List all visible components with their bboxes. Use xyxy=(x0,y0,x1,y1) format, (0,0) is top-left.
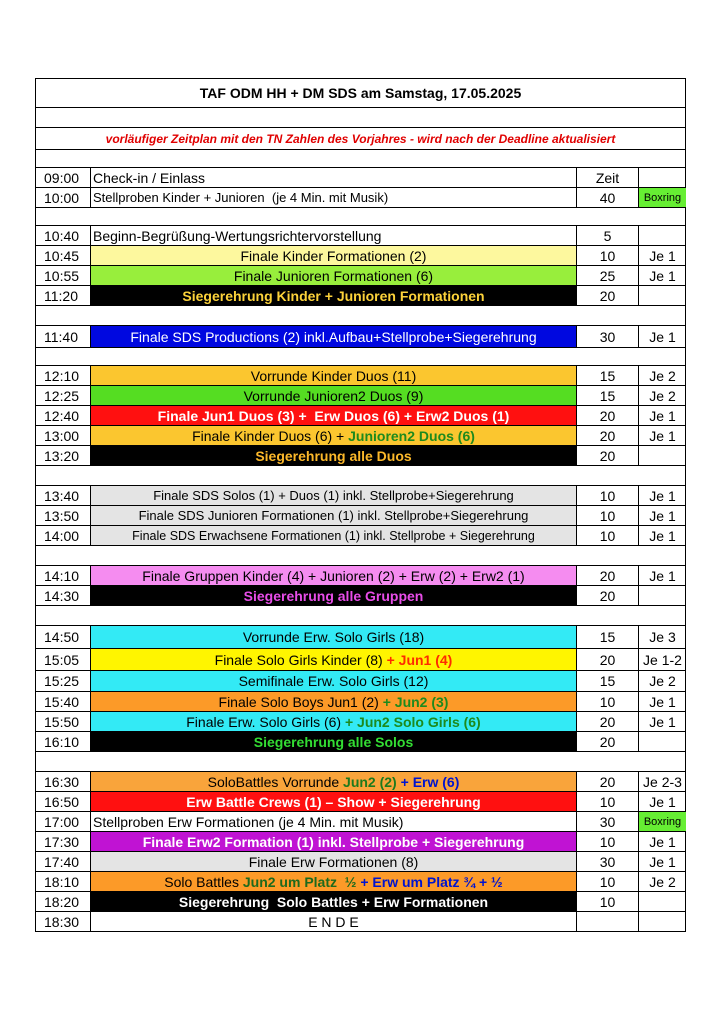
table-row xyxy=(35,912,686,932)
table-row xyxy=(35,649,686,671)
event-cell xyxy=(91,426,577,445)
time-cell: 16:10 xyxy=(36,732,91,751)
note-cell xyxy=(639,586,686,605)
duration-cell: 20 xyxy=(577,406,639,425)
time-cell: 18:30 xyxy=(36,912,91,931)
title-row xyxy=(35,78,686,108)
duration-cell: 10 xyxy=(577,892,639,911)
event-cell xyxy=(91,446,577,465)
duration-cell: 20 xyxy=(577,446,639,465)
duration-cell: 20 xyxy=(577,586,639,605)
table-row xyxy=(35,188,686,208)
note-cell xyxy=(639,912,686,931)
table-row xyxy=(35,692,686,712)
event-cell xyxy=(91,486,577,505)
note-cell xyxy=(639,446,686,465)
note-cell: Je 1 xyxy=(649,833,676,850)
spacer-row xyxy=(35,348,686,366)
table-row xyxy=(35,566,686,586)
event-cell xyxy=(91,792,577,811)
duration-cell: 10 xyxy=(577,526,639,545)
event-text: Solo Battles xyxy=(164,873,243,890)
event-text: Jun2 (2) xyxy=(343,773,397,790)
time-cell: 14:30 xyxy=(36,586,91,605)
time-cell: 14:00 xyxy=(36,526,91,545)
event-cell xyxy=(91,772,577,791)
event-text: Beginn-Begrüßung-Wertungsrichtervorstellung xyxy=(93,227,382,244)
note-cell: Je 2 xyxy=(649,873,676,890)
duration-cell: 30 xyxy=(577,326,639,347)
time-cell: 10:45 xyxy=(36,246,91,265)
table-row xyxy=(35,366,686,386)
page-title: TAF ODM HH + DM SDS am Samstag, 17.05.2025 xyxy=(199,85,522,101)
event-text: Semifinale Erw. Solo Girls (12) xyxy=(238,673,429,689)
header-row xyxy=(35,168,686,188)
spacer-row xyxy=(35,606,686,626)
schedule-note: vorläufiger Zeitplan mit den TN Zahlen des Vorjahres - wird nach der Deadline aktualisiert xyxy=(105,131,616,146)
event-cell xyxy=(91,671,577,691)
time-cell: 17:00 xyxy=(36,812,91,831)
time-cell: 12:40 xyxy=(36,406,91,425)
duration-cell: 20 xyxy=(577,566,639,585)
note-cell: Je 1 xyxy=(649,427,676,444)
duration-cell: 40 xyxy=(577,188,639,207)
table-row xyxy=(35,446,686,466)
duration-cell: 15 xyxy=(577,626,639,648)
event-cell xyxy=(91,226,577,245)
table-row xyxy=(35,626,686,649)
note-cell xyxy=(639,286,686,305)
note-cell: Je 1 xyxy=(649,713,676,730)
duration-cell: 10 xyxy=(577,692,639,711)
event-cell: Check-in / Einlass xyxy=(91,168,577,187)
time-cell: 11:40 xyxy=(36,326,91,347)
note-cell: Je 1 xyxy=(649,567,676,584)
time-cell: 15:05 xyxy=(36,649,91,670)
table-row xyxy=(35,406,686,426)
event-text: Vorrunde Kinder Duos (11) xyxy=(250,367,417,384)
note-cell: Je 1 xyxy=(649,328,676,345)
event-cell xyxy=(91,852,577,871)
table-row xyxy=(35,792,686,812)
event-text: SoloBattles Vorrunde xyxy=(207,773,344,790)
duration-cell: 20 xyxy=(577,732,639,751)
time-cell: 13:20 xyxy=(36,446,91,465)
duration-cell: 20 xyxy=(577,286,639,305)
event-cell xyxy=(91,812,577,831)
table-row xyxy=(35,586,686,606)
event-text: + xyxy=(396,773,413,790)
event-cell xyxy=(91,732,577,751)
event-cell xyxy=(91,326,577,347)
time-cell: 15:25 xyxy=(36,671,91,691)
table-row xyxy=(35,386,686,406)
note-cell: Je 1 xyxy=(649,407,676,424)
event-text: Finale Gruppen Kinder (4) + Junioren (2) + Erw (2) + Erw2 (1) xyxy=(142,567,525,584)
time-cell: 14:10 xyxy=(36,566,91,585)
event-text: Finale Erw2 Formation (1) inkl. Stellprobe + Siegerehrung xyxy=(142,833,525,850)
time-cell: 15:40 xyxy=(36,692,91,711)
time-cell: 14:50 xyxy=(36,626,91,648)
note-cell: Je 1 xyxy=(649,793,676,810)
time-cell: 18:20 xyxy=(36,892,91,911)
event-text: Finale Kinder Formationen (2) xyxy=(240,247,427,264)
time-cell: 16:30 xyxy=(36,772,91,791)
event-text: Finale Jun1 Duos (3) + Erw Duos (6) + Erw2 Duos (1) xyxy=(157,407,510,424)
duration-cell: 5 xyxy=(577,226,639,245)
event-text: Finale SDS Solos (1) + Duos (1) inkl. Stellprobe+Siegerehrung xyxy=(153,488,514,503)
event-cell xyxy=(91,566,577,585)
event-cell xyxy=(91,912,577,931)
table-row xyxy=(35,812,686,832)
table-row xyxy=(35,486,686,506)
boxring-badge: Boxring xyxy=(639,188,686,207)
event-cell xyxy=(91,872,577,891)
duration-cell: 20 xyxy=(577,712,639,731)
event-cell xyxy=(91,366,577,385)
duration-cell xyxy=(577,912,639,931)
time-cell: 17:40 xyxy=(36,852,91,871)
event-cell xyxy=(91,832,577,851)
duration-cell: 15 xyxy=(577,671,639,691)
duration-cell: 10 xyxy=(577,792,639,811)
table-row xyxy=(35,832,686,852)
time-cell: 09:00 xyxy=(36,168,91,187)
time-cell: 13:40 xyxy=(36,486,91,505)
spacer-row xyxy=(35,546,686,566)
note-cell xyxy=(639,168,686,187)
time-cell: 15:50 xyxy=(36,712,91,731)
event-text: Siegerehrung alle Solos xyxy=(253,733,414,750)
duration-cell: 10 xyxy=(577,872,639,891)
table-row xyxy=(35,506,686,526)
event-cell xyxy=(91,712,577,731)
time-cell: 12:10 xyxy=(36,366,91,385)
note-cell xyxy=(639,226,686,245)
time-cell: 13:50 xyxy=(36,506,91,525)
event-text: Siegerehrung alle Gruppen xyxy=(243,587,424,604)
table-row xyxy=(35,671,686,692)
time-cell: 10:40 xyxy=(36,226,91,245)
event-text: + Jun2 (3) xyxy=(382,693,449,710)
duration-cell: 20 xyxy=(577,649,639,670)
spacer-row xyxy=(35,150,686,168)
event-text: Siegerehrung Kinder + Junioren Formationen xyxy=(182,287,485,304)
event-text: Finale Erw Formationen (8) xyxy=(248,853,419,870)
schedule-table xyxy=(35,78,686,932)
table-row xyxy=(35,266,686,286)
event-cell xyxy=(91,386,577,405)
note-cell xyxy=(639,892,686,911)
table-row xyxy=(35,732,686,752)
note-cell: Je 2 xyxy=(649,387,676,404)
table-row xyxy=(35,872,686,892)
event-text: Junioren2 Duos (6) xyxy=(348,427,475,444)
table-row xyxy=(35,326,686,348)
note-cell xyxy=(639,732,686,751)
note-cell: Je 1 xyxy=(649,247,676,264)
duration-cell: 30 xyxy=(577,852,639,871)
event-text: Finale SDS Junioren Formationen (1) inkl. Stellprobe+Siegerehrung xyxy=(138,508,529,523)
duration-cell: 10 xyxy=(577,246,639,265)
event-cell xyxy=(91,649,577,670)
duration-cell: 10 xyxy=(577,832,639,851)
note-row xyxy=(35,128,686,150)
time-cell: 13:00 xyxy=(36,426,91,445)
table-row xyxy=(35,226,686,246)
table-row xyxy=(35,852,686,872)
duration-cell: 30 xyxy=(577,812,639,831)
event-text: + Jun2 Solo Girls (6) xyxy=(344,713,481,730)
duration-cell: 10 xyxy=(577,506,639,525)
note-cell: Je 1 xyxy=(649,853,676,870)
time-cell: 10:55 xyxy=(36,266,91,285)
event-text: + Erw um Platz ¾ + ½ xyxy=(360,873,503,890)
event-cell xyxy=(91,406,577,425)
spacer-row xyxy=(35,466,686,486)
time-cell: 17:30 xyxy=(36,832,91,851)
event-text: Finale Kinder Duos (6) + xyxy=(192,427,349,444)
event-text: Finale SDS Erwachsene Formationen (1) inkl. Stellprobe + Siegerehrung xyxy=(132,528,535,543)
event-cell xyxy=(91,266,577,285)
note-cell: Je 1 xyxy=(649,487,676,504)
note-cell: Je 3 xyxy=(649,629,676,645)
event-cell xyxy=(91,188,577,207)
table-row xyxy=(35,712,686,732)
spacer-row xyxy=(35,208,686,226)
table-row xyxy=(35,892,686,912)
event-cell xyxy=(91,892,577,911)
table-row xyxy=(35,426,686,446)
zeit-header: Zeit xyxy=(577,168,639,187)
event-text: Finale Solo Boys Jun1 (2) xyxy=(218,693,383,710)
time-cell: 16:50 xyxy=(36,792,91,811)
time-cell: 12:25 xyxy=(36,386,91,405)
time-cell: 10:00 xyxy=(36,188,91,207)
duration-cell: 25 xyxy=(577,266,639,285)
duration-cell: 15 xyxy=(577,386,639,405)
event-text: Finale SDS Productions (2) inkl.Aufbau+Stellprobe+Siegerehrung xyxy=(130,328,537,345)
event-cell xyxy=(91,692,577,711)
note-cell: Je 1 xyxy=(649,693,676,710)
table-row xyxy=(35,246,686,266)
note-cell: Je 2-3 xyxy=(643,773,682,790)
note-cell: Je 1-2 xyxy=(643,651,682,668)
table-row xyxy=(35,526,686,546)
event-text: Stellproben Kinder + Junioren (je 4 Min. mit Musik) xyxy=(93,190,389,205)
note-cell: Je 1 xyxy=(649,267,676,284)
event-cell xyxy=(91,526,577,545)
duration-cell: 10 xyxy=(577,486,639,505)
event-text: Erw (6) xyxy=(412,773,460,790)
event-text: + Jun1 (4) xyxy=(386,651,453,668)
duration-cell: 15 xyxy=(577,366,639,385)
time-cell: 18:10 xyxy=(36,872,91,891)
event-text: Siegerehrung Solo Battles + Erw Formationen xyxy=(178,893,489,910)
event-cell xyxy=(91,586,577,605)
event-cell xyxy=(91,246,577,265)
event-text: Finale Erw. Solo Girls (6) xyxy=(186,713,345,730)
event-text: Siegerehrung alle Duos xyxy=(255,447,412,464)
event-cell xyxy=(91,626,577,648)
event-text: Stellproben Erw Formationen (je 4 Min. mit Musik) xyxy=(93,813,404,830)
duration-cell: 20 xyxy=(577,772,639,791)
note-cell: Je 2 xyxy=(649,367,676,384)
spacer-row xyxy=(35,306,686,326)
table-row xyxy=(35,772,686,792)
duration-cell: 20 xyxy=(577,426,639,445)
time-cell: 11:20 xyxy=(36,286,91,305)
event-text: Vorrunde Junioren2 Duos (9) xyxy=(243,387,424,404)
event-text: Erw Battle Crews (1) – Show + Siegerehrung xyxy=(186,793,481,810)
table-row xyxy=(35,286,686,306)
event-cell xyxy=(91,286,577,305)
note-cell: Je 1 xyxy=(649,507,676,524)
spacer-row xyxy=(35,752,686,772)
event-text: Finale Solo Girls Kinder (8) xyxy=(214,651,387,668)
note-cell: Je 2 xyxy=(649,673,676,689)
event-text: Jun2 um Platz ½ xyxy=(242,873,361,890)
spacer-row xyxy=(35,108,686,128)
note-cell: Je 1 xyxy=(649,527,676,544)
event-text: E N D E xyxy=(308,913,359,930)
event-text: Vorrunde Erw. Solo Girls (18) xyxy=(242,629,425,645)
event-cell xyxy=(91,506,577,525)
event-text: Finale Junioren Formationen (6) xyxy=(233,267,434,284)
boxring-badge: Boxring xyxy=(639,812,686,831)
